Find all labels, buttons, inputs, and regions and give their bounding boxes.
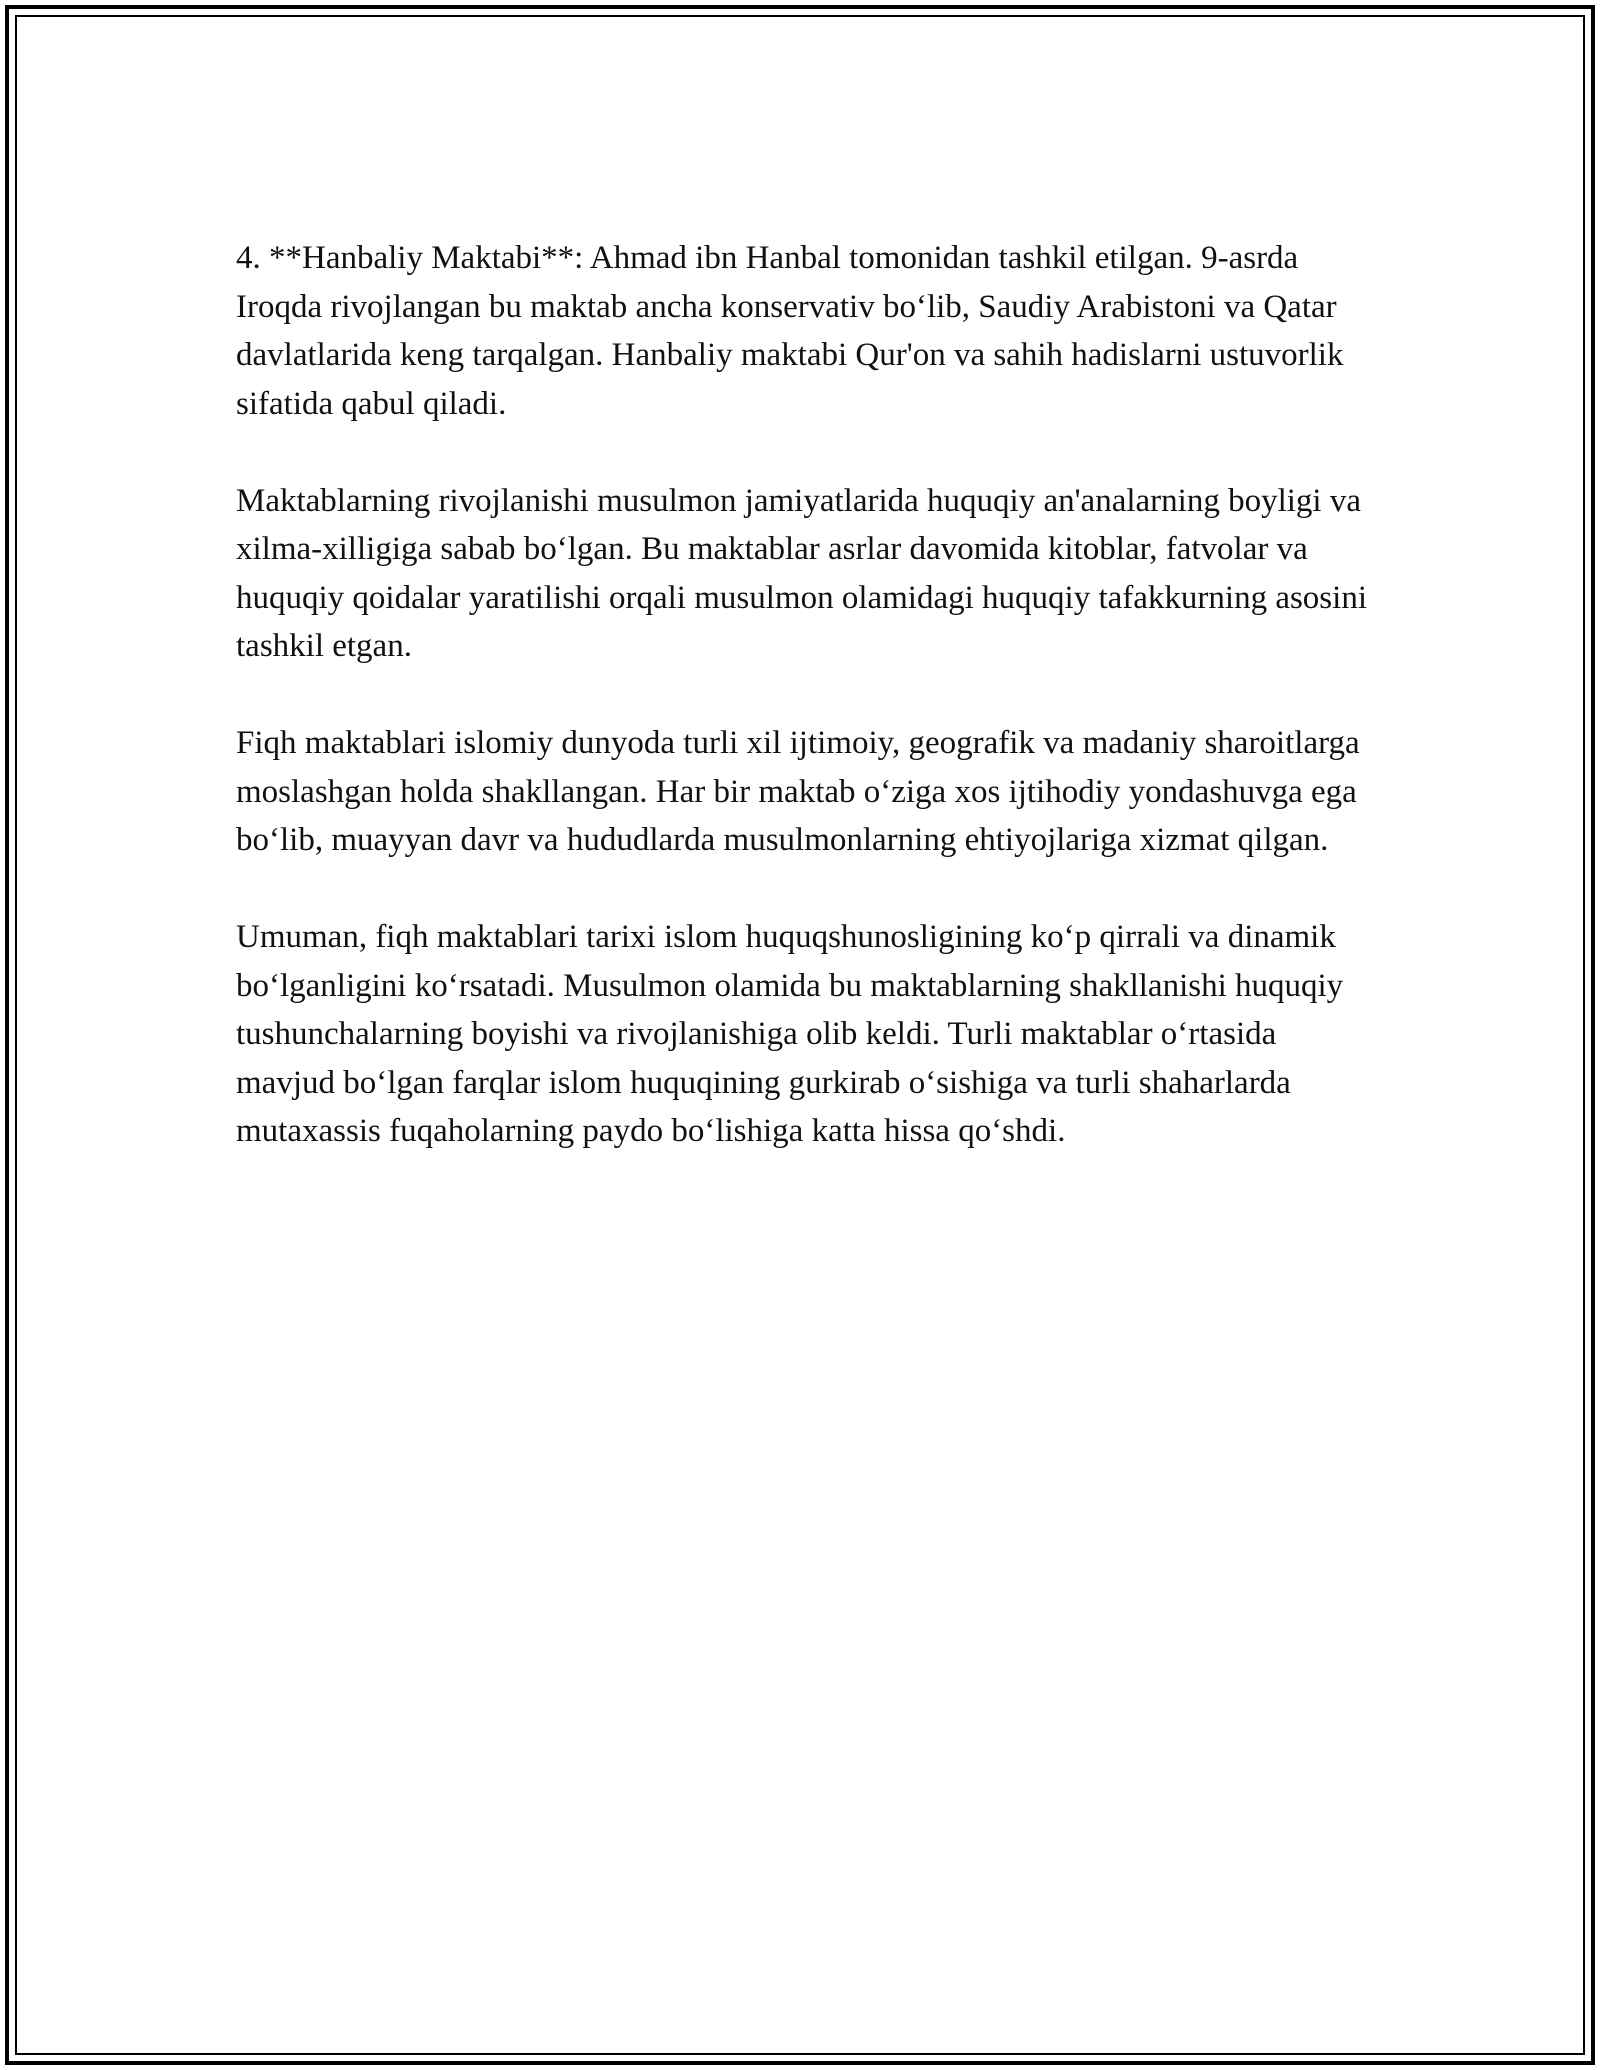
document-body: [236, 234, 1376, 1204]
paragraph-hanbaliy-maktabi: 4. **Hanbaliy Maktabi**: Ahmad ibn Hanbal tomonidan tashkil etilgan. 9-asrda Iroqda rivojlangan bu maktab ancha konservativ bo‘lib, Saudiy Arabistoni va Qatar davlatlarida keng tarqalgan. Hanbaliy maktabi Qur'on va sahih hadislarni ustuvorlik sifatida qabul qiladi.: [236, 240, 1344, 422]
paragraph-maktablar-rivojlanishi: Maktablarning rivojlanishi musulmon jamiyatlarida huquqiy an'analarning boyligi va xilma-xilligiga sabab bo‘lgan. Bu maktablar asrlar davomida kitoblar, fatvolar va huquqiy qoidalar yaratilishi orqali musulmon olamidagi huquqiy tafakkurning asosini tashkil etgan.: [236, 482, 1367, 664]
paragraph-umuman: Umuman, fiqh maktablari tarixi islom huquqshunosligining ko‘p qirrali va dinamik bo‘lganligini ko‘rsatadi. Musulmon olamida bu maktablarning shakllanishi huquqiy tushunchalarning boyishi va rivojlanishiga olib keldi. Turli maktablar o‘rtasida mavjud bo‘lgan farqlar islom huquqining gurkirab o‘sishiga va turli shaharlarda mutaxassis fuqaholarning paydo bo‘lishiga katta hissa qo‘shdi.: [236, 919, 1344, 1149]
paragraph-fiqh-maktablari: Fiqh maktablari islomiy dunyoda turli xil ijtimoiy, geografik va madaniy sharoitlarga moslashgan holda shakllangan. Har bir maktab o‘ziga xos ijtihodiy yondashuvga ega bo‘lib, muayyan davr va hududlarda musulmonlarning ehtiyojlariga xizmat qilgan.: [236, 725, 1360, 858]
